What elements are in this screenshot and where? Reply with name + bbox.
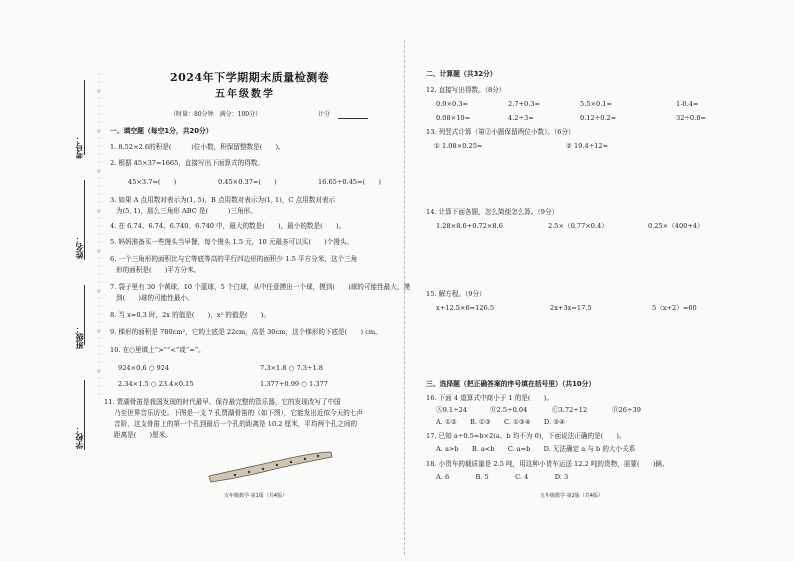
label-banji: 班级： [75,325,84,349]
q15: 15. 解方程。（9分） [426,290,486,298]
bone-flute-image [205,446,335,486]
q3-line2: 为(5, 1)，那么三角形 ABC 是( )三角形。 [116,207,257,215]
q8: 8. 当 x=0.3 时，2x 的值是( )，x² 的值是( )。 [110,311,270,319]
q14: 14. 计算下面各题，怎么简便怎么算。（9分） [426,208,559,216]
q12-r2c1: 0.08×10= [436,114,471,122]
q3-line1: 3. 如果 A 点用数对表示为(1, 5)，B 点用数对表示为(1, 1)，C 点用数对表示 [110,196,336,204]
q15c: 5（x+2）=60 [652,304,697,312]
q11-line1: 11. 贾湖骨笛是我国发现的时代最早、保存最完整的管乐器，它的发现改写了中国 [104,398,341,406]
q18-answers: A. 6 B. 5 C. 4 D. 3 [436,473,569,481]
q12-r1c1: 0.9×0.3= [436,100,469,108]
line-kaohao [84,80,85,155]
q11-line2: 乃至世界音乐历史。下图是一支 7 孔贾湖骨笛的（如下图），它能发出近似今天的七声 [114,409,364,417]
section-choice: 三、选择题（把正确答案的序号填在括号里）（共10分） [426,380,596,388]
q16-opt1: Ⓐ9.1÷24 [436,406,467,414]
q13b: ② 19.4÷12≈ [566,142,609,150]
q16-answers: A. ①② B. ①③ C. ①③④ D. ③④ [436,418,565,426]
q2a: 45×3.7=( ) [128,178,177,186]
label-xuexiao: 学校： [75,425,84,449]
score-label: 计分 [318,111,331,118]
q2: 2. 根据 45×37=1665，直接写出下面算式的得数。 [110,159,264,167]
q1: 1. 8.52×2.6的积是( )位小数，积保留整数是( )。 [110,143,285,151]
q6-line2: 形的面积是( )平方分米。 [116,266,201,274]
line-banji [84,285,85,345]
q5: 5. 妈妈准备买一些馒头当早餐，每个馒头 1.5 元，10 元最多可以买( )个馒头。 [110,238,354,246]
q2b: 0.45×0.37=( ) [218,178,277,186]
label-kaohao: 考号： [75,135,84,159]
section-fill: 一、填空题（每空1分，共20分） [110,127,213,135]
line-xuexiao [84,380,85,450]
q2c: 16.65÷0.45=( ) [318,178,381,186]
q16-opt2: Ⓑ2.5÷0.04 [490,406,528,414]
q17-answers: A. a>b B. a<b C. a=b D. 无法确定 a 与 b 的大小关系 [436,445,636,453]
q4: 4. 在 6.74、6.74̇、6.740、6.7̇40̇ 中，最大的数是( )，最小的数是( )。 [110,222,346,230]
q10d: 1.377÷0.99 ○ 1.377 [260,380,328,388]
label-xingming: 姓名： [75,235,84,259]
q14b: 2.5×（0.77×0.4） [548,222,608,230]
q12-r2c4: 32÷0.8= [676,114,706,122]
q15a: x+12.5×6=126.5 [436,304,495,312]
page-divider [404,40,405,555]
q16-opt3: Ⓒ3.72÷12 [552,406,588,414]
q10b: 7.3×1.8 ○ 7.3÷1.8 [260,364,323,372]
q16: 16. 下面 4 道算式中商小于 1 的是( )。 [426,394,553,402]
q10: 10. 在○里填上“>”“<”或“=”。 [110,346,205,354]
exam-subtitle: 五年级数学 [215,89,275,100]
q13a: ① 1.08×0.25= [434,142,483,150]
q17: 17. 已知 a÷0.5=b×2(a、b 均不为 0)，下面说法正确的是( )。 [426,432,626,440]
q12-r1c4: 1-0.4= [676,100,699,108]
q7-line2: 到( )球的可能性最小。 [116,294,194,302]
q12-r1c3: 5.5×0.1= [580,100,613,108]
footer-left: 五年级数学·第1版（共4版） [224,493,287,499]
q14c: 0.25×（400+4） [648,222,704,230]
q15b: 2x+3x=17.5 [550,304,592,312]
exam-title: 2024年下学期期末质量检测卷 [170,71,330,84]
q12: 12. 直接写出得数。（8分） [426,86,506,94]
q7-line1: 7. 袋子里有 30 个黄球，10 个蓝球，5 个白球，从中任意摸出一个球，摸到( )球的可能性最大，摸 [110,283,411,291]
q12-r2c3: 0.12÷0.2= [580,114,617,122]
binding-dots: · · ☆ · · · · ☆ · · · · ☆ · · · · ☆ · · · · ☆ · · · · ☆ · · · · ☆ · · · · ☆ · · · [96,72,102,399]
q18: 18. 小货车的载质量是 2.5 吨，用这种小货车运送 12.2 吨的货物，需要( )辆。 [426,460,669,468]
q11-line4: 距离是( )厘米。 [114,431,172,439]
footer-right: 五年级数学·第2版（共4版） [540,493,603,499]
q13: 13. 列竖式计算（第②小题保留两位小数）。（6分） [426,128,575,136]
exam-meta: （时量：80分钟 满分：100分） [170,111,262,118]
q12-r1c2: 2.7+0.3= [508,100,541,108]
q9: 9. 梯形的面积是 780cm²，它的上底是 22cm，高是 30cm，这个梯形的下底是( ) cm。 [110,328,382,336]
q11-line3: 音阶，这支骨笛上的第一个孔到最后一个孔的距离是 10.2 厘米，平均两个孔之间的 [114,420,358,428]
section-calc: 二、计算题（共32分） [426,70,497,78]
q16-opt4: Ⓓ26÷39 [612,406,641,414]
q10a: 924×0.6 ○ 924 [118,364,170,372]
q6-line1: 6. 一个三角形的面积比与它等底等高的平行四边形的面积少 1.5 平方分米，这个三角 [110,255,358,263]
q12-r2c2: 4.2÷3= [508,114,534,122]
line-xingming [84,180,85,260]
q14a: 1.28×8.6+0.72×8.6 [436,222,503,230]
score-line [338,118,368,119]
q10c: 2.34×1.5 ○ 23.4×0.15 [118,380,194,388]
